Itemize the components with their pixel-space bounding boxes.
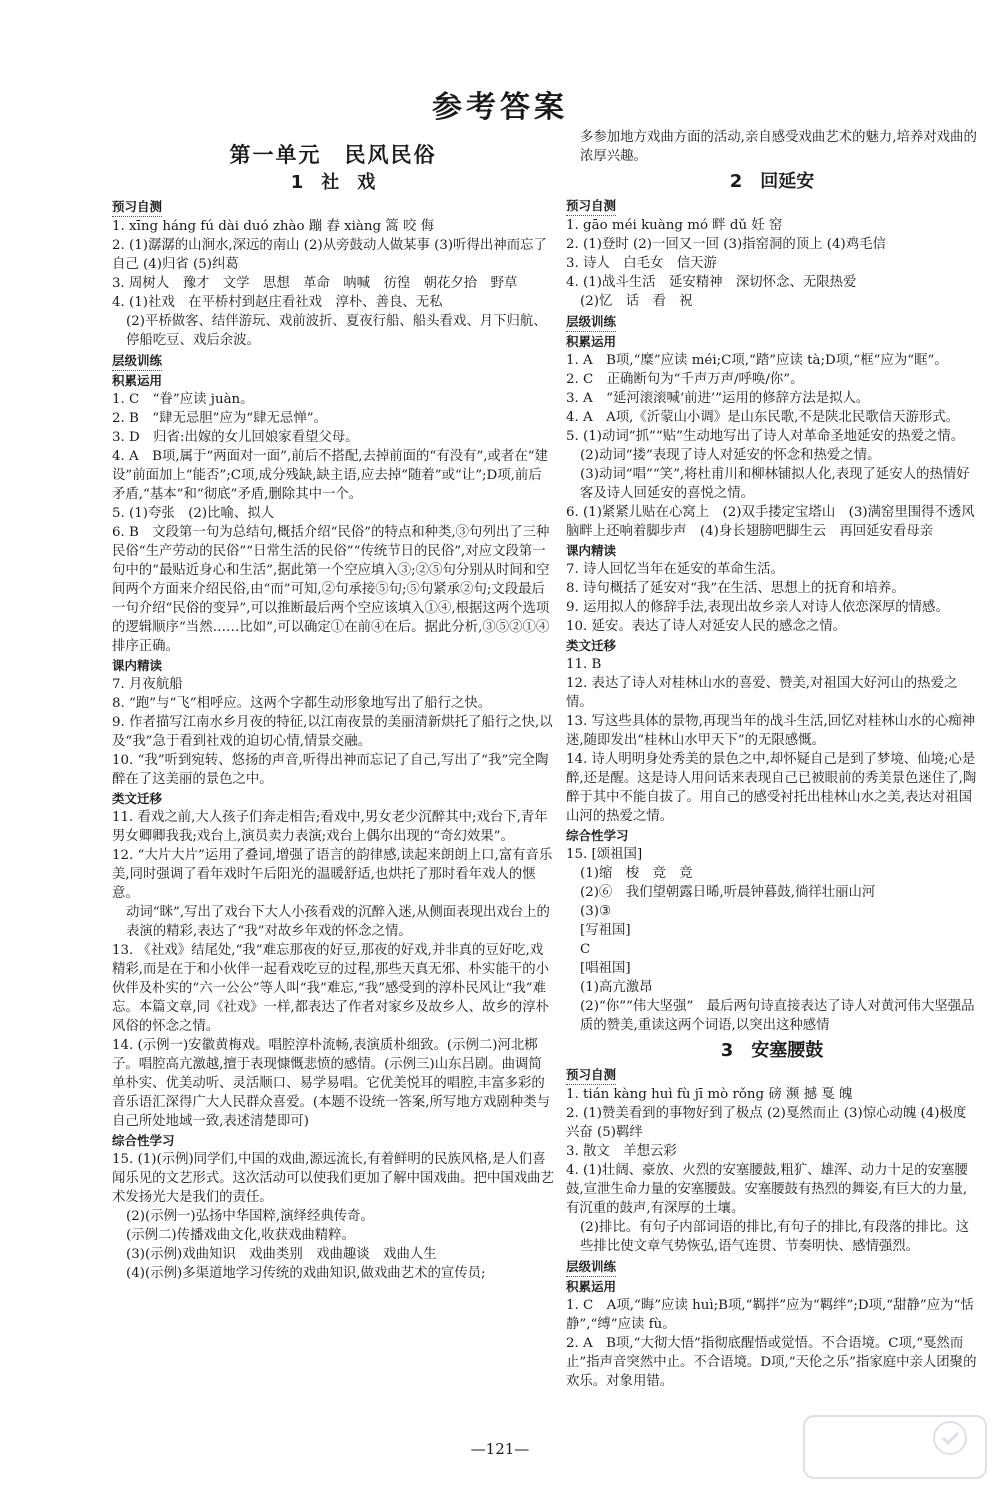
section-heading: 层级训练 [566, 312, 616, 332]
answer-continuation: (2)“你”“伟大坚强” 最后两句诗直接表达了诗人对黄河伟大坚强品质的赞美,重读这两个词语,以突出这种感情 [580, 999, 975, 1033]
subsection-heading: 综合性学习 [566, 828, 629, 843]
answer-item: 1. xīng háng fú dài duó zhào 蹦 舂 xiàng 篙 咬 侮 [112, 219, 435, 234]
subsection-heading: 类文迁移 [112, 791, 163, 806]
answer-item: 4. (1)社戏 在平桥村到赵庄看社戏 淳朴、善良、无私 [112, 295, 443, 310]
section-heading: 预习自测 [566, 196, 616, 216]
subsection-heading: 课内精读 [112, 658, 163, 673]
section-heading: 预习自测 [112, 197, 162, 217]
answer-item: 8. 诗句概括了延安对“我”在生活、思想上的抚育和培养。 [566, 581, 905, 596]
subsection-heading: 类文迁移 [566, 638, 617, 653]
answer-item: 4. A B项,属于“两面对一面”,前后不搭配,去掉前面的“有没有”,或者在“建设”前面加上“能否”;C项,成分残缺,缺主语,应去掉“随着”或“让”;D项,前后矛盾,“基本”和“彻底”矛盾,删除其中一个。 [112, 449, 548, 502]
answer-item: 12. “大片大片”运用了叠词,增强了语言的韵律感,读起来朗朗上口,富有音乐美,同时强调了看年戏时午后阳光的温暖舒适,也烘托了那时看年戏人的惬意。 [112, 848, 553, 901]
answer-item: 1. C A项,“晦”应读 huì;B项,“羁拌”应为“羁绊”;D项,“甜静”应为“恬静”,“缚”应读 fù。 [566, 1298, 974, 1332]
answer-continuation: (4)(示例)多渠道地学习传统的戏曲知识,做戏曲艺术的宣传员; [126, 1266, 486, 1281]
answer-continuation: C [580, 942, 591, 957]
answer-continuation: [写祖国] [580, 923, 631, 938]
answer-item: 13. 《社戏》结尾处,“我”难忘那夜的好豆,那夜的好戏,并非真的豆好吃,戏精彩,而是在于和小伙伴一起看戏吃豆的过程,那些天真无邪、朴实能干的小伙伴及朴实的“六一公公”等人叫“我”难忘,“我”感受到的淳朴民风让“我”难忘。本篇文章,同《社戏》一样,都表达了作者对家乡及故乡人、故乡的淳朴风俗的怀念之情。 [112, 943, 550, 1034]
answer-item: 15. [颂祖国] [566, 847, 643, 862]
answer-continuation: (3)动词“唱”“笑”,将杜甫川和柳林铺拟人化,表现了延安人的热情好客及诗人回延安的喜悦之情。 [580, 467, 970, 501]
answer-item: 2. (1)登时 (2)一回又一回 (3)指窑洞的顶上 (4)鸡毛信 [566, 237, 886, 252]
answer-continuation: (3)(示例)戏曲知识 戏曲类别 戏曲趣谈 戏曲人生 [126, 1247, 437, 1262]
section-heading-row [112, 350, 554, 371]
answer-item: 3. D 归省:出嫁的女儿回娘家看望父母。 [112, 430, 359, 445]
lesson-title: 2 回延安 [729, 171, 815, 192]
answer-continuation: (示例二)传播戏曲文化,收获戏曲精粹。 [126, 1228, 355, 1243]
answer-item: 3. 诗人 白毛女 信天游 [566, 256, 717, 271]
answer-item: 4. (1)战斗生活 延安精神 深切怀念、无限热爱 [566, 275, 857, 290]
answer-item: 1. C “眷”应读 juàn。 [112, 392, 254, 407]
subsection-heading: 积累运用 [566, 1279, 617, 1294]
answer-item: 2. (1)赞美看到的事物好到了极点 (2)戛然而止 (3)惊心动魄 (4)极度兴奋 (5)羁绊 [566, 1106, 967, 1140]
unit-title: 第一单元 民风民俗 [229, 143, 437, 167]
lesson-title: 1 社 戏 [290, 172, 376, 193]
section-heading-row [112, 196, 554, 217]
section-heading-row [566, 1064, 978, 1085]
answer-item: 1. tián kàng huì fù jī mò rǒng 磅 濒 撼 戛 魄 [566, 1087, 853, 1102]
answer-item: 5. (1)夸张 (2)比喻、拟人 [112, 506, 275, 521]
right-column [566, 128, 989, 1391]
answer-item: 7. 月夜航船 [112, 677, 183, 692]
answer-continuation: (2)排比。有句子内部词语的排比,有句子的排比,有段落的排比。这些排比使文章气势恢弘,语气连贯、节奏明快、感情强烈。 [580, 1220, 970, 1254]
subsection-heading: 积累运用 [566, 334, 617, 349]
answer-continuation: (3)③ [580, 904, 611, 919]
answer-continuation: (1)高亢激昂 [580, 980, 653, 995]
answer-item: 10. “我”听到宛转、悠扬的声音,听得出神而忘记了自己,写出了“我”完全陶醉在了这美丽的景色之中。 [112, 753, 549, 787]
answer-item: 9. 作者描写江南水乡月夜的特征,以江南夜景的美丽清新烘托了船行之快,以及“我”急于看到社戏的迫切心情,情景交融。 [112, 715, 553, 749]
section-heading: 层级训练 [566, 1257, 616, 1277]
answer-item: 8. “跑”与“飞”相呼应。这两个字都生动形象地写出了船行之快。 [112, 696, 492, 711]
answer-continuation: (2)⑥ 我们望朝露日晞,听晨钟暮鼓,徜徉壮丽山河 [580, 885, 876, 900]
answer-continuation: (2)忆 话 看 祝 [580, 294, 693, 309]
answer-continuation: [唱祖国] [580, 961, 631, 976]
page-number: —121— [470, 1440, 530, 1458]
section-heading: 层级训练 [112, 351, 162, 371]
answer-continuation: (2)动词“搂”表现了诗人对延安的怀念和热爱之情。 [580, 448, 881, 463]
page-title: 参考答案 [432, 90, 568, 125]
answer-item: 1. gāo méi kuàng mó 畔 dǔ 妊 窑 [566, 218, 783, 233]
answer-continuation: (1)缩 梭 竞 竞 [580, 866, 693, 881]
answer-item: 12. 表达了诗人对桂林山水的喜爱、赞美,对祖国大好河山的热爱之情。 [566, 676, 958, 710]
answer-item: 9. 运用拟人的修辞手法,表现出故乡亲人对诗人依恋深厚的情感。 [566, 600, 949, 615]
answer-item: 2. (1)潺潺的山涧水,深远的南山 (2)从旁鼓动人做某事 (3)听得出神而忘了自己 (4)归省 (5)纠葛 [112, 238, 547, 272]
subsection-heading: 课内精读 [566, 543, 617, 558]
answer-continuation: (2)(示例一)弘扬中华国粹,演绎经典传奇。 [126, 1209, 374, 1224]
answer-continuation: 动词“眯”,写出了戏台下大人小孩看戏的沉醉入迷,从侧面表现出戏台上的表演的精彩,表达了“我”对故乡年戏的怀念之情。 [126, 905, 550, 939]
section-heading-row [566, 195, 978, 216]
answer-item: 6. (1)紧紧儿贴在心窝上 (2)双手搂定宝塔山 (3)满窑里围得不透风 脑畔上还响着脚步声 (4)身长翅膀吧脚生云 再回延安看母亲 [566, 505, 989, 539]
answer-item: 4. (1)壮阔、豪放、火烈的安塞腰鼓,粗犷、雄浑、动力十足的安塞腰鼓,宣泄生命力量的安塞腰鼓。安塞腰鼓有热烈的舞姿,有巨大的力量,有沉重的鼓声,有深厚的土壤。 [566, 1163, 968, 1216]
lesson-title: 3 安塞腰鼓 [720, 1040, 824, 1061]
answer-continuation: 多参加地方戏曲方面的活动,亲自感受戏曲艺术的魅力,培养对戏曲的浓厚兴趣。 [580, 130, 977, 164]
answer-item: 6. B 文段第一句为总结句,概括介绍“民俗”的特点和种类,③句列出了三种民俗“生产劳动的民俗”“日常生活的民俗”“传统节日的民俗”,对应文段第一句中的“最贴近身心和生活”,据此第一个空应填入③;②⑤句分别从时间和空间两个方面来介绍民俗,由“而”可知,②句承接⑤句;⑤句紧承②句;文段最后一句介绍“民俗的变异”,可以推断最后两个空应该填入①④,根据这两个选项的逻辑顺序“当然……比如”,可以确定①在前④在后。据此分析,③⑤②①④排序正确。 [112, 525, 550, 654]
answer-item: 14. (示例一)安徽黄梅戏。唱腔淳朴流畅,表演质朴细致。(示例二)河北梆子。唱腔高亢激越,擅于表现慷慨悲愤的感情。(示例三)山东吕剧。曲调简单朴实、优美动听、灵活顺口、易学易唱。它优美悦耳的唱腔,丰富多彩的音乐语汇深得广大人民群众喜爱。(本题不设统一答案,所写地方戏剧种类与自己所处地域一致,表述清楚即可) [112, 1038, 550, 1129]
answer-item: 3. 周树人 豫才 文学 思想 革命 呐喊 彷徨 朝花夕拾 野草 [112, 276, 518, 291]
answer-item: 15. (1)(示例)同学们,中国的戏曲,源远流长,有着鲜明的民族风格,是人们喜闻乐见的文艺形式。这次活动可以使我们更加了解中国戏曲。把中国戏曲艺术发扬光大是我们的责任。 [112, 1152, 554, 1205]
subsection-heading: 综合性学习 [112, 1133, 175, 1148]
section-heading: 预习自测 [566, 1065, 616, 1085]
subsection-heading: 积累运用 [112, 373, 163, 388]
answer-item: 11. 看戏之前,大人孩子们奔走相告;看戏中,男女老少沉醉其中;戏台下,青年男女卿卿我我;戏台上,演员卖力表演;戏台上偶尔出现的“奇幻效果”。 [112, 810, 548, 844]
answer-item: 3. 散文 羊想云彩 [566, 1144, 677, 1159]
answer-continuation: (2)平桥做客、结伴游玩、戏前波折、夏夜行船、船头看戏、月下归航、停船吃豆、戏后余波。 [126, 314, 547, 348]
section-heading-row [566, 311, 978, 332]
answer-item: 2. B “肆无忌胆”应为“肆无忌惮”。 [112, 411, 327, 426]
answer-item: 2. C 正确断句为“千声万声/呼唤/你”。 [566, 372, 804, 387]
answer-item: 2. A B项,“大彻大悟”指彻底醒悟或觉悟。不合语境。C项,“戛然而止”指声音突然中止。不合语境。D项,“天伦之乐”指家庭中亲人团聚的欢乐。对象用错。 [566, 1336, 977, 1389]
answer-item: 10. 延安。表达了诗人对延安人民的感念之情。 [566, 619, 846, 634]
answer-item: 1. A B项,“糜”应读 méi;C项,“踏”应读 tà;D项,“框”应为“眶”。 [566, 353, 948, 368]
answer-item: 11. B [566, 657, 602, 672]
answer-item: 7. 诗人回忆当年在延安的革命生活。 [566, 562, 784, 577]
answer-item: 3. A “延河滚滚喊‘前进’”运用的修辞方法是拟人。 [566, 391, 870, 406]
answer-item: 13. 写这些具体的景物,再现当年的战斗生活,回忆对桂林山水的心痴神迷,随即发出“桂林山水甲天下”的无限感慨。 [566, 714, 976, 748]
section-heading-row [566, 1256, 978, 1277]
answer-item: 5. (1)动词“抓”“贴”生动地写出了诗人对革命圣地延安的热爱之情。 [566, 429, 965, 444]
watermark-logo [800, 1412, 990, 1482]
left-column [112, 128, 554, 1283]
answer-item: 4. A A项,《沂蒙山小调》是山东民歌,不是陕北民歌信天游形式。 [566, 410, 960, 425]
answer-item: 14. 诗人明明身处秀美的景色之中,却怀疑自己是到了梦境、仙境;心是醉,还是醒。这是诗人用问话来表现自己已被眼前的秀美景色迷住了,陶醉于其中不能自拔了。用自己的感受衬托出桂林山水之美,表达对祖国山河的热爱之情。 [566, 752, 977, 824]
